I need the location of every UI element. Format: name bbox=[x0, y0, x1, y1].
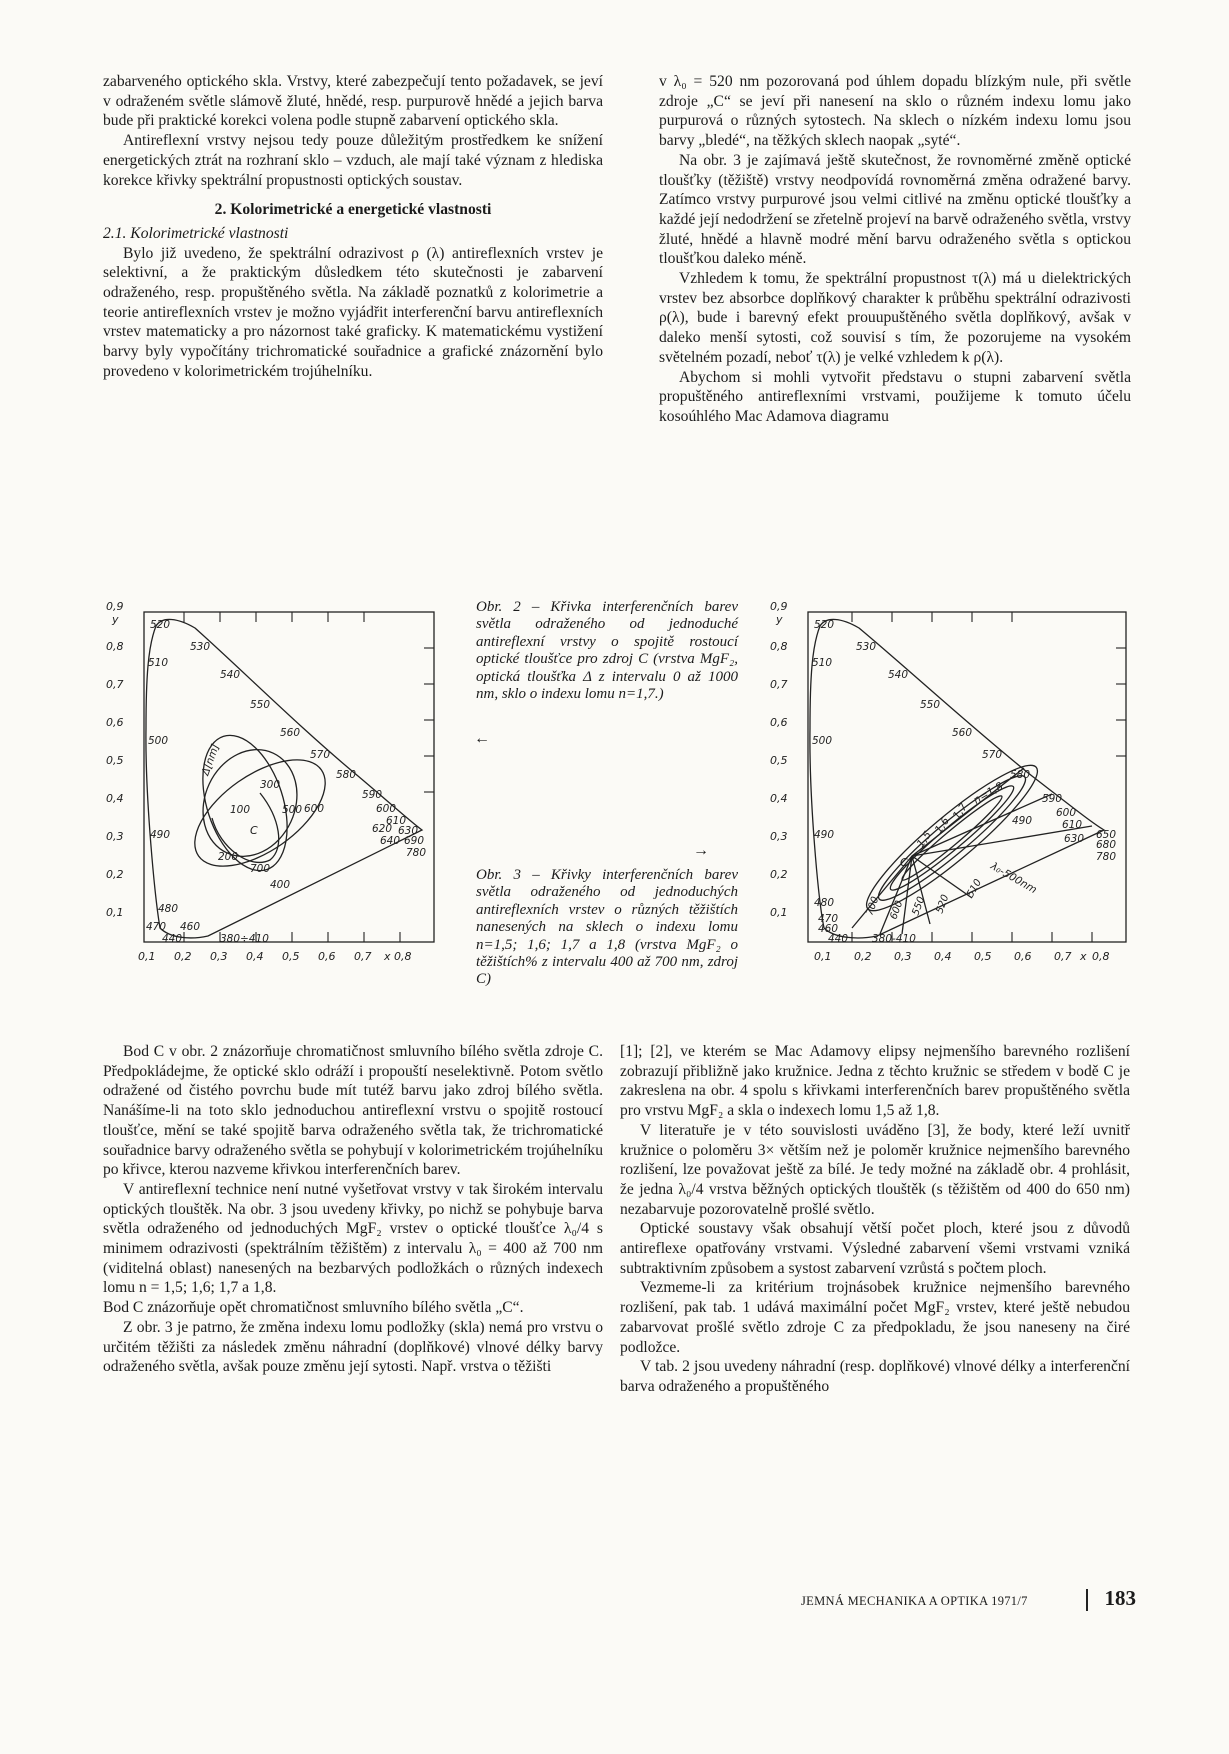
y-tick-label: 0,9 bbox=[106, 600, 124, 613]
thickness-label: 400 bbox=[270, 879, 291, 891]
y-tick-label: 0,6 bbox=[106, 716, 124, 729]
thickness-label: 100 bbox=[230, 804, 251, 816]
paragraph: Antireflexní vrstvy nejsou tedy pouze důležitým prostředkem ke snížení energetických ztrát na rozhraní sklo – vzduch, ale mají také význam z hlediska korekce křivky spektrální propustnosti optických soustav. bbox=[103, 132, 603, 189]
wavelength-label: 480 bbox=[814, 897, 835, 909]
paragraph: V antireflexní technice není nutné vyšetřovat vrstvy v tak širokém intervalu optických tlouštěk. Na obr. 3 jsou uvedeny křivky, po nichž se pohybuje barva světla odraženého od jednoduchých MgF₂ vrstev o optické tloušťce λ₀/4 s minimem odrazivosti (spektrálním těžištěm) z intervalu λ₀ = 400 až 700 nm (viditelná oblast) nanesených na bezbarvých podložkách o různých indexech lomu n = 1,5; 1,6; 1,7 a 1,8. bbox=[103, 1180, 603, 1297]
wavelength-label: 640 bbox=[380, 835, 401, 847]
paragraph: Vezmeme-li za kritérium trojnásobek kružnice nejmenšího barevného rozlišení, pak tab. 1 udává maximální počet MgF₂ vrstev, které ještě nebudou zabarvovat prošlé světlo zdroje C za předpokladu, že jsou naneseny na čiré podložce. bbox=[620, 1279, 1130, 1356]
y-tick-label: 0,6 bbox=[770, 716, 788, 729]
wavelength-label: 590 bbox=[1042, 793, 1063, 805]
wavelength-label: 490 bbox=[814, 829, 835, 841]
thickness-label: 600 bbox=[304, 803, 325, 815]
wavelength-label: 680 bbox=[1096, 839, 1117, 851]
index-label: n=1,8 bbox=[971, 780, 1006, 807]
wavelength-label: 520 bbox=[814, 619, 835, 631]
figure-3-chromaticity-diagram bbox=[762, 598, 1134, 981]
paragraph: Optické soustavy však obsahují větší počet ploch, které jsou z důvodů antireflexe opatřovány vrstvami. Výsledné zabarvení všemi vrstvami vzniká subtraktivním způsobem a systost zabarvení vzrůstá s počtem ploch. bbox=[620, 1220, 1130, 1277]
wavelength-label: 540 bbox=[888, 669, 909, 681]
x-tick-label: 0,1 bbox=[138, 950, 156, 963]
x-tick-label: 0,4 bbox=[934, 950, 952, 963]
page-footer bbox=[801, 1586, 1136, 1612]
x-axis-label: x bbox=[384, 950, 391, 963]
wavelength-label: 440 bbox=[828, 933, 849, 945]
y-tick-label: 0,1 bbox=[106, 906, 124, 919]
y-axis-label: y bbox=[776, 613, 783, 626]
x-tick-label: 0,7 bbox=[1054, 950, 1072, 963]
wavelength-label: 500 bbox=[812, 735, 833, 747]
point-c-label: C bbox=[250, 824, 258, 837]
wavelength-label: 500 bbox=[148, 735, 169, 747]
wavelength-label: 510 bbox=[812, 657, 833, 669]
y-tick-label: 0,4 bbox=[770, 792, 788, 805]
paragraph: Vzhledem k tomu, že spektrální propustnost τ(λ) má u dielektrických vrstev bez absorbce doplňkový charakter k průběhu spektrální odrazivosti ρ(λ), bude i barevný efekt prouupuštěného světla doplňkový, avšak v daleko menší sytosti, což souvisí s tím, že pozorujeme na vysokém světelném pozadí, neboť τ(λ) je velké vzhledem k ρ(λ). bbox=[659, 270, 1131, 366]
wavelength-label: 690 bbox=[404, 835, 425, 847]
x-axis-label: x bbox=[1080, 950, 1087, 963]
paragraph: v λ₀ = 520 nm pozorovaná pod úhlem dopadu blízkým nule, při světle zdroje „C“ se jeví při nanesení na sklo o různém indexu lomu jako purpurová o různých sytostech. Na sklech o nízkém indexu lomu jsou barvy „bledé“, na těžkých sklech naopak „syté“. bbox=[659, 73, 1131, 150]
thickness-label: 520 bbox=[934, 893, 952, 916]
wavelength-label: 380-410 bbox=[872, 933, 916, 945]
text-column-bottom-left bbox=[103, 1042, 603, 1377]
right-arrow-icon: → bbox=[693, 842, 709, 859]
page-number: 183 bbox=[1104, 1586, 1136, 1610]
wavelength-label: 600 bbox=[376, 803, 397, 815]
index-label: 1,7 bbox=[950, 801, 971, 822]
figure-2-chromaticity-diagram bbox=[100, 598, 445, 981]
index-label: 1,5 bbox=[914, 829, 935, 850]
left-arrow-icon: ← bbox=[474, 730, 490, 747]
wavelength-label: 600 bbox=[1056, 807, 1077, 819]
figure-2-caption: Obr. 2 – Křivka interferenčních barev světla odraženého od jednoduché antireflexní vrstvy o spojitě rostoucí optické tloušťce pro zdroj C (vrstva MgF₂, optická tloušťka Δ z intervalu 0 až 1000 nm, sklo o indexu lomu n=1,7.) bbox=[476, 599, 738, 703]
wavelength-label: 620 bbox=[372, 823, 393, 835]
y-tick-label: 0,9 bbox=[770, 600, 788, 613]
x-tick-label: 0,5 bbox=[282, 950, 300, 963]
thickness-label: 700 bbox=[864, 895, 882, 918]
wavelength-label: 630 bbox=[1064, 833, 1085, 845]
x-tick-label: 0,1 bbox=[814, 950, 832, 963]
paragraph: Z obr. 3 je patrno, že změna indexu lomu podložky (skla) nemá pro vrstvu o určitém těžišti za následek změnu náhradní (doplňkové) vlnové délky barvy odraženého světla, avšak pouze změnu její sytosti. Např. vrstva o těžišti bbox=[103, 1318, 603, 1376]
x-tick-label: 0,8 bbox=[394, 950, 412, 963]
subsection-heading: 2.1. Kolorimetrické vlastnosti bbox=[103, 224, 289, 242]
thickness-axis-label: Δ[nm] bbox=[199, 742, 222, 778]
wavelength-label: 480 bbox=[158, 903, 179, 915]
wavelength-label: 580 bbox=[1010, 769, 1031, 781]
wavelength-label: 490 bbox=[150, 829, 171, 841]
x-tick-label: 0,6 bbox=[1014, 950, 1032, 963]
wavelength-label: 580 bbox=[336, 769, 357, 781]
wavelength-label: 560 bbox=[952, 727, 973, 739]
y-tick-label: 0,7 bbox=[770, 678, 788, 691]
wavelength-label: 380÷410 bbox=[220, 933, 269, 945]
y-tick-label: 0,3 bbox=[106, 830, 124, 843]
wavelength-label: 530 bbox=[856, 641, 877, 653]
wavelength-label: 560 bbox=[280, 727, 301, 739]
text-column-top-left bbox=[103, 72, 603, 382]
journal-name: JEMNÁ MECHANIKA A OPTIKA 1971/7 bbox=[801, 1594, 1028, 1608]
index-label: 1,6 bbox=[932, 815, 953, 836]
paragraph: Bylo již uvedeno, že spektrální odrazivost ρ (λ) antireflexních vrstev je selektivní, a že praktickým důsledkem této skutečnosti je zabarvení odraženého, resp. propuštěného světla. Na základě poznatků z kolorimetrie a teorie antireflexních vrstev je možno vyjádřit interferenční barvu antireflexních vrstev matematicky a pro názornost také graficky. K matematickému vystižení barvy byly vypočítány trichromatické souřadnice a grafické znázornění bylo provedeno v kolorimetrickém trojúhelníku. bbox=[103, 244, 603, 380]
wavelength-label: 650 bbox=[1096, 829, 1117, 841]
thickness-label: 700 bbox=[250, 863, 271, 875]
wavelength-label: 630 bbox=[398, 825, 419, 837]
paragraph: Na obr. 3 je zajímavá ještě skutečnost, že rovnoměrné změně optické tloušťky (těžiště) vrstvy neodpovídá rovnoměrná změna odražené barvy. Zatímco vrstvy purpurové jsou velmi citlivé na změnu optické tloušťky a každé její nedodržení se zřetelně projeví na barvě odraženého světla, vrstvy žluté, hnědé a hlavně modré mění barvu odraženého světla s optickou tloušťkou daleko méně. bbox=[659, 151, 1131, 268]
y-tick-label: 0,7 bbox=[106, 678, 124, 691]
wavelength-label: 780 bbox=[1096, 851, 1117, 863]
wavelength-annotation: λ₀-500nm bbox=[988, 860, 1039, 897]
x-tick-label: 0,3 bbox=[894, 950, 912, 963]
x-tick-label: 0,7 bbox=[354, 950, 372, 963]
paragraph: zabarveného optického skla. Vrstvy, které zabezpečují tento požadavek, se jeví v odraženém světle slámově žluté, hnědé, resp. purpurově hnědé a jejich barva bude při praktické korekci volena podle stupně zabarvení optického skla. bbox=[103, 73, 603, 130]
y-tick-label: 0,4 bbox=[106, 792, 124, 805]
wavelength-label: 470 bbox=[818, 913, 839, 925]
wavelength-label: 520 bbox=[150, 619, 171, 631]
x-tick-label: 0,4 bbox=[246, 950, 264, 963]
wavelength-label: 510 bbox=[148, 657, 169, 669]
point-c-label: C bbox=[900, 856, 908, 869]
wavelength-label: 610 bbox=[1062, 819, 1083, 831]
text-column-bottom-right bbox=[620, 1042, 1130, 1397]
y-tick-label: 0,5 bbox=[106, 754, 124, 767]
x-tick-label: 0,3 bbox=[210, 950, 228, 963]
plot-frame bbox=[144, 612, 434, 942]
x-tick-label: 0,5 bbox=[974, 950, 992, 963]
wavelength-label: 780 bbox=[406, 847, 427, 859]
wavelength-label: 590 bbox=[362, 789, 383, 801]
interference-curve bbox=[187, 725, 303, 882]
x-tick-label: 0,6 bbox=[318, 950, 336, 963]
y-tick-label: 0,8 bbox=[770, 640, 788, 653]
wavelength-label: 570 bbox=[310, 749, 331, 761]
x-tick-label: 0,2 bbox=[854, 950, 872, 963]
thickness-label: 200 bbox=[218, 851, 239, 863]
figure-3-caption: Obr. 3 – Křivky interferenčních barev světla odraženého od jednoduchých antireflexních vrstev o různých těžištích nanesených na sklech o indexu lomu n=1,5; 1,6; 1,7 a 1,8 (vrstva MgF₂ o těžištích% z intervalu 400 až 700 nm, zdroj C) bbox=[476, 867, 738, 988]
wavelength-label: 440 bbox=[162, 933, 183, 945]
paragraph: Bod C znázorňuje opět chromatičnost smluvního bílého světla „C“. bbox=[103, 1299, 524, 1317]
y-tick-label: 0,1 bbox=[770, 906, 788, 919]
thickness-label: 550 bbox=[910, 895, 928, 918]
paragraph: Abychom si mohli vytvořit představu o stupni zabarvení světla propuštěného antireflexními vrstvami, použijeme k tomuto účelu kosoúhlého Mac Adamova diagramu bbox=[659, 368, 1131, 425]
footer-divider bbox=[1086, 1589, 1088, 1611]
x-tick-label: 0,2 bbox=[174, 950, 192, 963]
thickness-label: 600 bbox=[888, 899, 906, 922]
thickness-label: 510 bbox=[965, 877, 985, 900]
paragraph: V literatuře je v této souvislosti uváděno [3], že body, které leží uvnitř kružnice o poloměru 3× větším než je poloměr kružnice nejmenšího barevného rozlišení, lze považovat ještě za bílé. Je tedy možné na základě obr. 4 prohlásit, že jedna λ₀/4 vrstva běžných optických tlouštěk (s těžištěm od 400 do 650 nm) nezabarvuje pozorovatelně prošlé světlo. bbox=[620, 1121, 1130, 1218]
y-tick-label: 0,2 bbox=[770, 868, 788, 881]
wavelength-label: 460 bbox=[180, 921, 201, 933]
y-tick-label: 0,2 bbox=[106, 868, 124, 881]
y-tick-label: 0,5 bbox=[770, 754, 788, 767]
y-axis-label: y bbox=[112, 613, 119, 626]
wavelength-label: 540 bbox=[220, 669, 241, 681]
wavelength-label: 530 bbox=[190, 641, 211, 653]
wavelength-label: 460 bbox=[818, 923, 839, 935]
y-tick-label: 0,8 bbox=[106, 640, 124, 653]
paragraph: V tab. 2 jsou uvedeny náhradní (resp. doplňkové) vlnové délky a interferenční barva odraženého a propuštěného bbox=[620, 1358, 1130, 1395]
thickness-label: 490 bbox=[1012, 815, 1033, 827]
spectral-locus bbox=[810, 619, 1104, 938]
paragraph: [1]; [2], ve kterém se Mac Adamovy elipsy nejmenšího barevného rozlišení zobrazují přibližně jako kružnice. Jedna z těchto kružnic se středem v bodě C je zakreslena na obr. 4 spolu s křivkami interferenčních barev propuštěného světla pro vrstvu MgF₂ a skla o indexech lomu 1,5 až 1,8. bbox=[620, 1043, 1130, 1120]
x-tick-label: 0,8 bbox=[1092, 950, 1110, 963]
y-tick-label: 0,3 bbox=[770, 830, 788, 843]
text-column-top-right bbox=[659, 72, 1131, 427]
wavelength-label: 550 bbox=[250, 699, 271, 711]
thickness-label: 300 bbox=[260, 779, 281, 791]
section-heading: 2. Kolorimetrické a energetické vlastnosti bbox=[214, 201, 492, 219]
paragraph: Bod C v obr. 2 znázorňuje chromatičnost smluvního bílého světla zdroje C. Předpokládejme, že optické sklo odráží i propouští neselektivně. Potom světlo odražené od čistého povrchu bude mít tutéž barvu jako zdroj bílého světla. Nanášíme-li na toto sklo jednoduchou antireflexní vrstvu o spojitě rostoucí tloušťce, mění se také spojitě barva odraženého světla tak, že trichromatické souřadnice barvy odraženého světla se pohybují v kolorimetrickém trojúhelníku po křivce, kterou nazveme křivkou interferenčních barev. bbox=[103, 1043, 603, 1179]
wavelength-label: 610 bbox=[386, 815, 407, 827]
wavelength-label: 550 bbox=[920, 699, 941, 711]
thickness-label: 500 bbox=[282, 804, 303, 816]
wavelength-label: 570 bbox=[982, 749, 1003, 761]
wavelength-label: 470 bbox=[146, 921, 167, 933]
